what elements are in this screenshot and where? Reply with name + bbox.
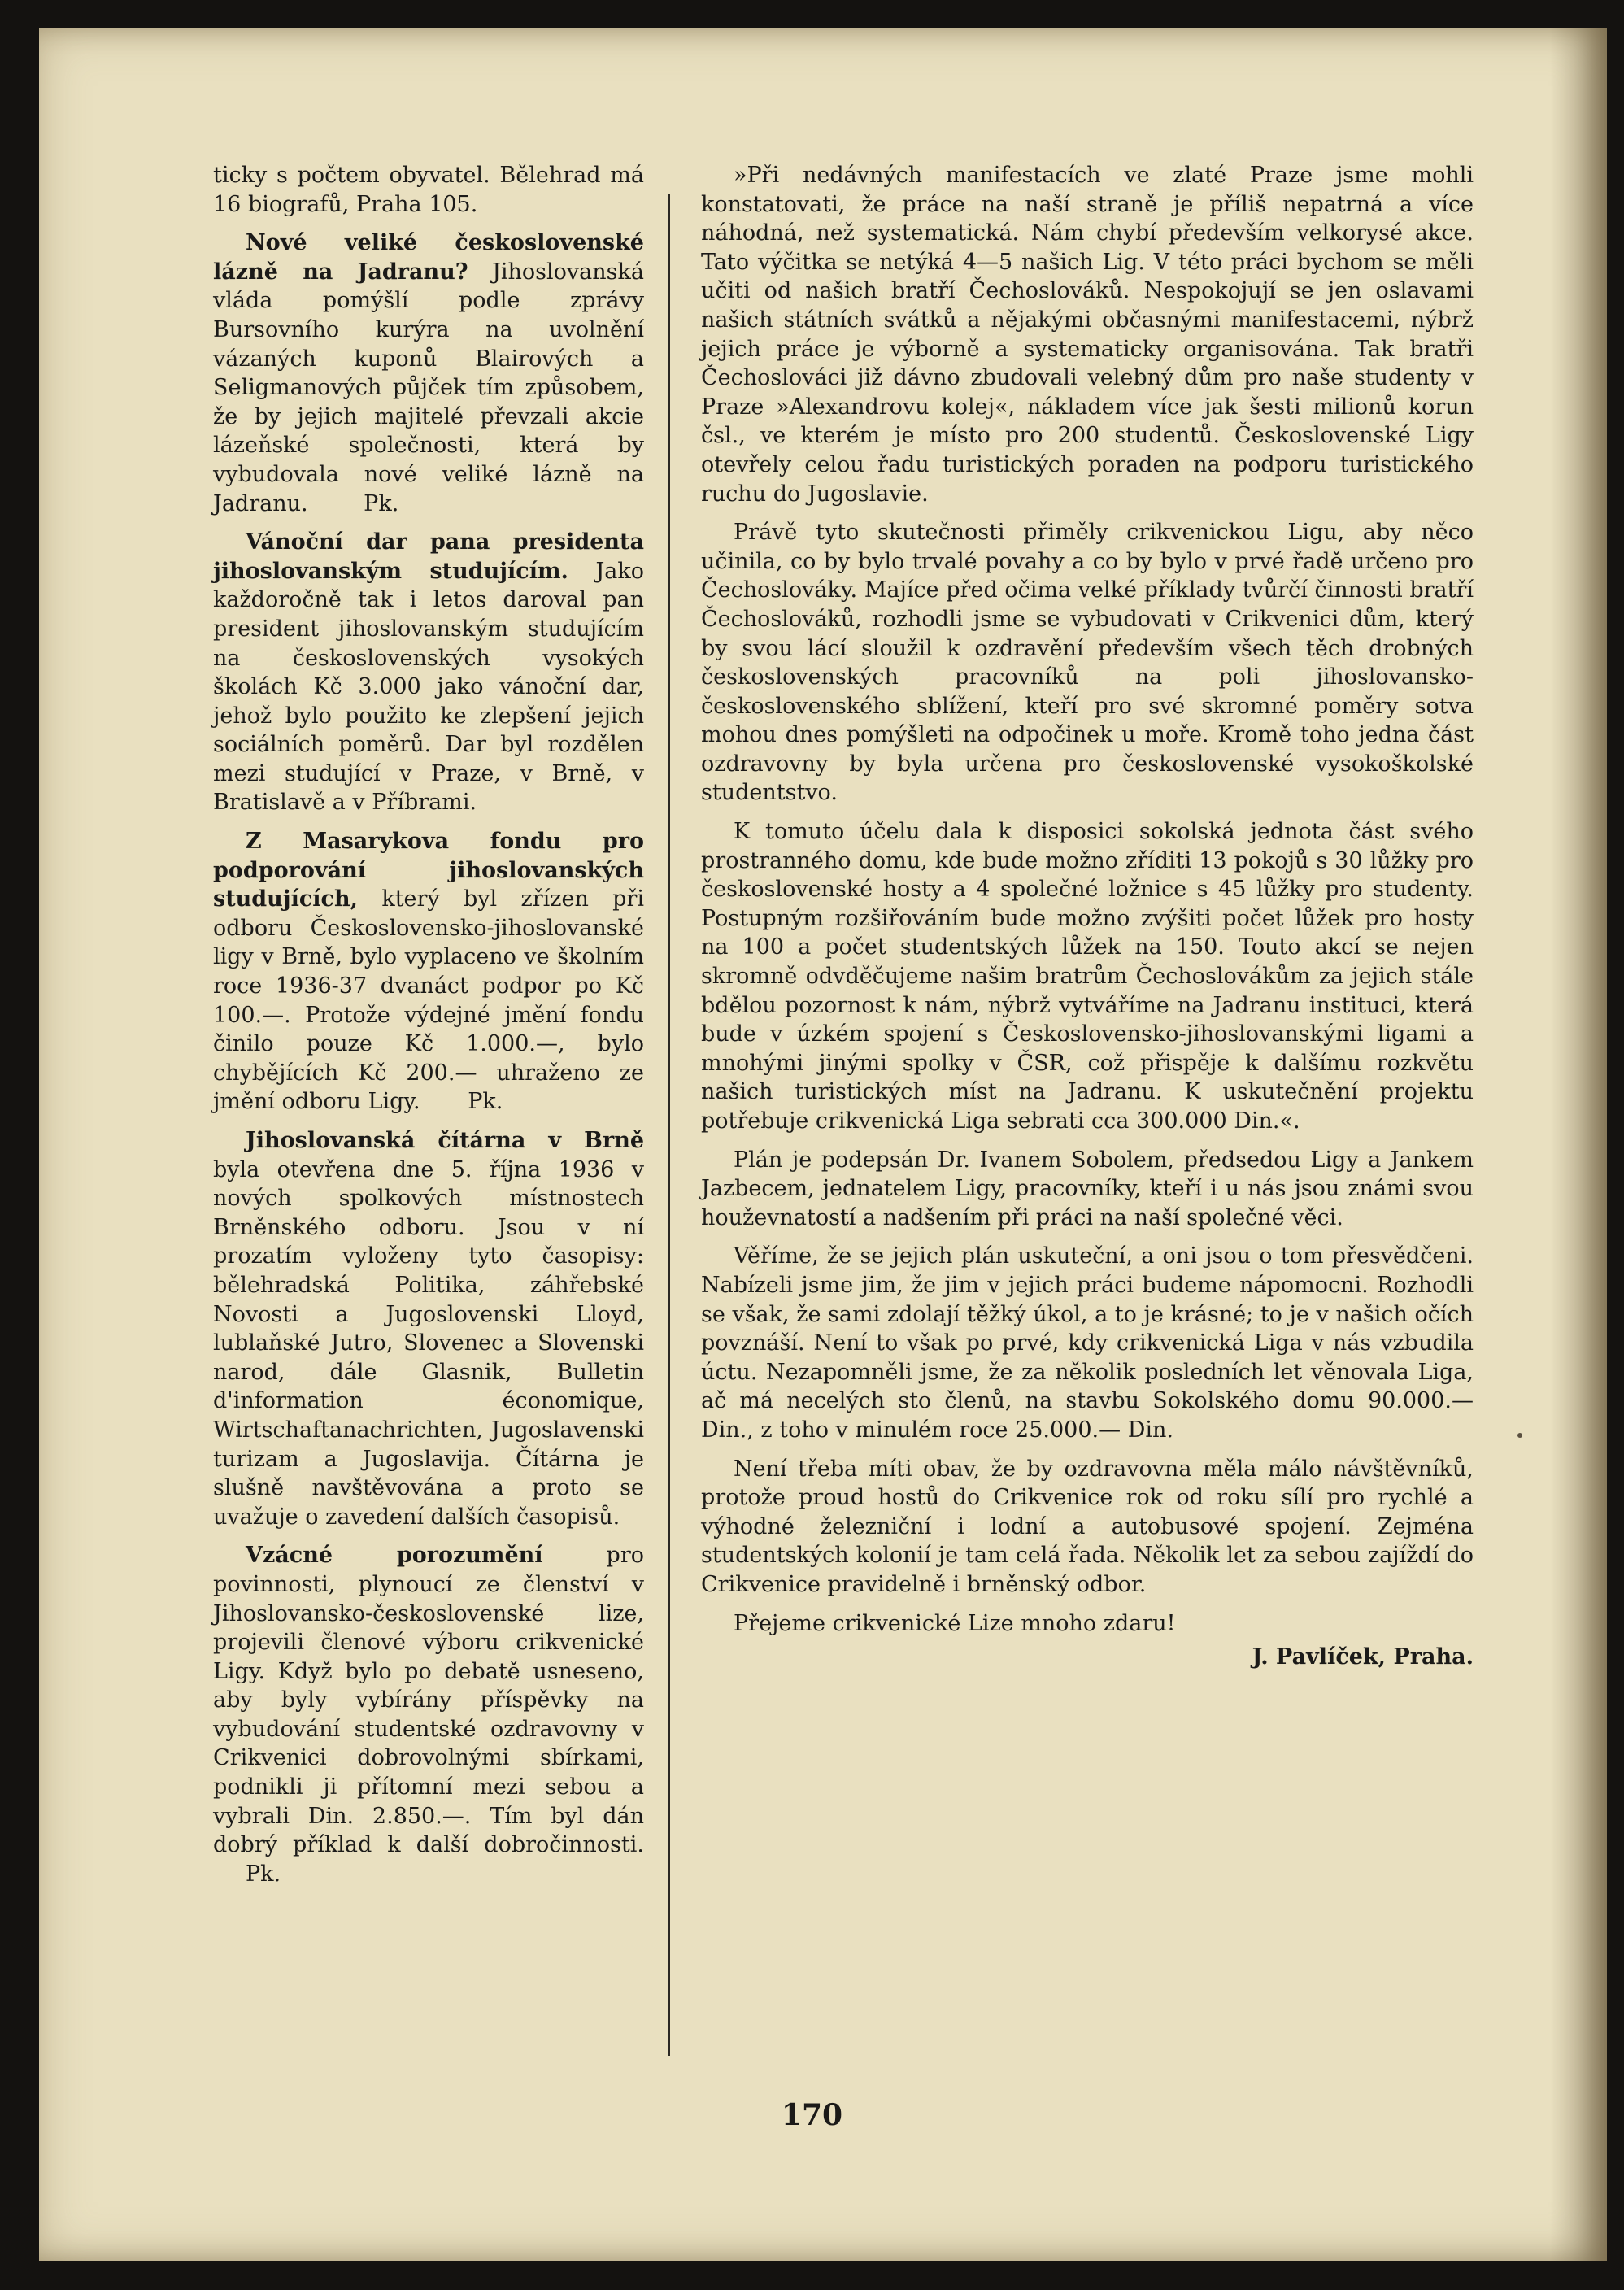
body-paragraph: Plán je podepsán Dr. Ivanem Sobolem, předsedou Ligy a Jankem Jazbecem, jednatelem Ligy, pracovníky, kteří i u nás jsou známi svou houževnatostí a nadšením při práci na naší společné věci.	[701, 1147, 1474, 1230]
ink-speck	[1517, 1433, 1522, 1438]
news-body: Jihoslovanská vláda pomýšlí podle zprávy Bursovního kurýra na uvolnění vázaných kuponů Blairových a Seligmanových půjček tím způsobem, že by jejich majitelé převzali akcie lázeňské společnosti, která by vybudovala nové veliké lázně na Jadranu.	[213, 259, 644, 516]
author-signature: J. Pavlíček, Praha.	[1252, 1644, 1474, 1670]
column-divider	[668, 194, 670, 2056]
news-body: Jako každoročně tak i letos daroval pan president jihoslovanským studujícím na československých vysokých školách Kč 3.000 jako vánoční dar, jehož bylo použito ke zlepšení jejich sociálních poměrů. Dar byl rozdělen mezi studující v Praze, v Brně, v Bratislavě a v Příbrami.	[213, 558, 645, 816]
body-paragraph: Není třeba míti obav, že by ozdravovna měla málo návštěvníků, protože proud hostů do Crikvenice rok od roku sílí pro rychlé a výhodné železniční i lodní a autobusové spojení. Zejména studentských kolonií je tam celá řada. Několik let za sebou zajíždí do Crikvenice pravidelně i brněnský odbor.	[701, 1456, 1474, 1597]
news-heading: Z Masarykova fondu pro podporování jihoslovanských studujících,	[213, 829, 644, 912]
news-heading: Nové veliké československé lázně na Jadranu?	[213, 230, 644, 285]
news-body: pro povinnosti, plynoucí ze členství v Jihoslovansko-československé lize, projevili členové výboru crikvenické Ligy. Když bylo po debatě usneseno, aby byly vybírány příspěvky na vybudování studentské ozdravovny v Crikvenici dobrovolnými sbírkami, podnikli ji přítomní mezi sebou a vybrali Din. 2.850.—. Tím byl dán dobrý příklad k další dobročinnosti.	[213, 1543, 644, 1858]
body-paragraph: Právě tyto skutečnosti přiměly crikvenickou Ligu, aby něco učinila, co by bylo trvalé povahy a co by bylo v prvé řadě určeno pro Čechoslováky. Majíce před očima velké příklady tvůrčí činnosti bratří Čechoslováků, rozhodli jsme se vybudovati v Crikvenici dům, který by svou lácí sloužil k ozdravění především všech těch drobných československých pracovníků na poli jihoslovansko-československého sblížení, kteří pro své skromné poměry sotva mohou dnes pomýšleti na odpočinek u moře. Kromě toho jedna část ozdravovny by byla určena pro československé vysokoškolské studentstvo.	[701, 520, 1474, 806]
closing-wish: Přejeme crikvenické Lize mnoho zdaru!	[734, 1610, 1176, 1636]
news-item-masaryk-fund	[213, 827, 644, 1117]
quote-paragraph: »Při nedávných manifestacích ve zlaté Praze jsme mohli konstatovati, že práce na naší straně je příliš nepatrná a více náhodná, než systematická. Nám chybí především velkorysé akce. Tato výčitka se netýká 4—5 našich Lig. V této práci bychom se měli učiti od našich bratří Čechoslováků. Nespokojují se jen oslavami našich státních svátků a nějakými občasnými manifestacemi, nýbrž jejich práce je výborně a systematicky organisována. Tak bratři Čechoslováci již dávno zbudovali velebný dům pro naše studenty v Praze »Alexandrovu kolej«, nákladem více jak šesti milionů korun čsl., ve kterém je místo pro 200 studentů. Československé Ligy otevřely celou řadu turistických poraden na podporu turistického ruchu do Jugoslavie.	[701, 163, 1474, 507]
body-paragraph: K tomuto účelu dala k disposici sokolská jednota část svého prostranného domu, kde bude možno zříditi 13 pokojů s 30 lůžky pro československé hosty a 4 společné ložnice s 45 lůžky pro studenty. Postupným rozšiřováním bude možno zvýšiti počet lůžek pro hosty na 100 a počet studentských lůžek na 150. Touto akcí se nejen skromně odvděčujeme našim bratrům Čechoslovákům za jejich stále bdělou pozornost k nám, nýbrž vytváříme na Jadranu instituci, která bude v úzkém spojení s Československo-jihoslovanskými ligami a mnohými jinými spolky v ČSR, což přispěje k dalšímu rozkvětu našich turistických míst na Jadranu. K uskutečnění projektu potřebuje crikvenická Liga sebrati cca 300.000 Din.«.	[701, 819, 1474, 1134]
author-initials: Pk.	[468, 1089, 503, 1115]
news-body: byla otevřena dne 5. října 1936 v nových spolkových místnostech Brněnského odboru. Jsou v ní prozatím vyloženy tyto časopisy: bělehradská Politika, záhřebské Novosti a Jugoslovenski Lloyd, lublaňské Jutro, Slovenec a Slovenski narod, dále Glasnik, Bulletin d'information économique, Wirtschaftanachrichten, Jugoslavenski turizam a Jugoslavija. Čítárna je slušně navštěvována a proto se uvažuje o zavedení dalších časopisů.	[213, 1156, 644, 1530]
left-column	[213, 161, 644, 1898]
news-heading: Vánoční dar pana presidenta jihoslovanským studujícím.	[213, 529, 644, 584]
news-item-spa	[213, 229, 644, 518]
news-body: který byl zřízen při odboru Československo-jihoslovanské ligy v Brně, bylo vyplaceno ve školním roce 1936-37 dvanáct podpor po Kč 100.—. Protože výdejné jmění fondu činilo pouze Kč 1.000.—, bylo chybějících Kč 200.— uhraženo ze jmění odboru Ligy.	[213, 886, 644, 1115]
news-heading: Jihoslovanská čítárna v Brně	[246, 1128, 644, 1153]
article-continuation	[213, 161, 644, 219]
page-number: 170	[781, 2098, 843, 2132]
body-paragraph: Věříme, že se jejich plán uskuteční, a oni jsou o tom přesvědčeni. Nabízeli jsme jim, že jim v jejich práci budeme nápomocni. Rozhodli se však, že sami zdolají těžký úkol, a to je krásné; to je v našich očích povznáší. Není to však po prvé, kdy crikvenická Liga v nás vzbudila úctu. Nezapomněli jsme, že za několik posledních let věnovala Liga, ač má necelých sto členů, na stavbu Sokolského domu 90.000.— Din., z toho v minulém roce 25.000.— Din.	[701, 1243, 1474, 1443]
right-column	[701, 161, 1474, 1682]
news-item-understanding	[213, 1541, 644, 1888]
continuation-text: ticky s počtem obyvatel. Bělehrad má 16 biografů, Praha 105.	[213, 163, 644, 217]
author-initials: Pk.	[246, 1861, 281, 1887]
page-gutter-shadow	[1550, 28, 1607, 2261]
news-heading: Vzácné porozumění	[246, 1543, 543, 1569]
news-item-reading-room	[213, 1126, 644, 1531]
news-item-president	[213, 528, 644, 817]
author-initials: Pk.	[364, 490, 399, 516]
